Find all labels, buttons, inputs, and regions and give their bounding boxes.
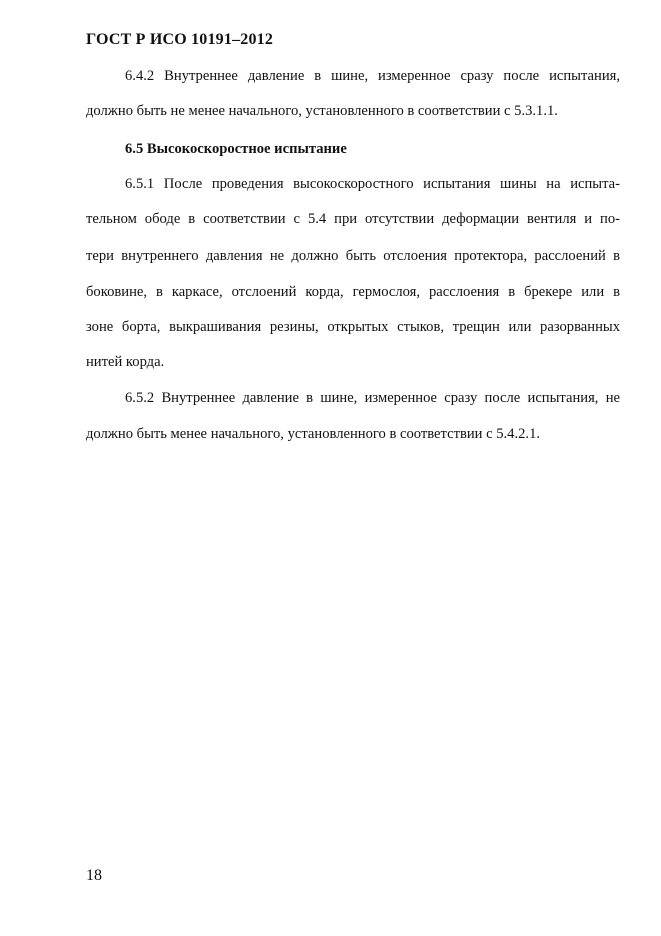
paragraph-line: 6.5.2 Внутреннее давление в шине, измеренное сразу после испытания, не xyxy=(125,390,620,406)
paragraph-line: тельном ободе в соответствии с 5.4 при отсутствии деформации вентиля и по- xyxy=(86,211,620,227)
paragraph-line: нитей корда. xyxy=(86,354,165,370)
paragraph-line: 6.4.2 Внутреннее давление в шине, измеренное сразу после испытания, xyxy=(125,68,620,84)
paragraph-line: 6.5.1 После проведения высокоскоростного испытания шины на испыта- xyxy=(125,176,620,192)
paragraph-line: должно быть менее начального, установленного в соответствии с 5.4.2.1. xyxy=(86,426,541,442)
paragraph-line: зоне борта, выкрашивания резины, открытых стыков, трещин или разорванных xyxy=(86,319,620,335)
document-header: ГОСТ Р ИСО 10191–2012 xyxy=(86,31,274,48)
paragraph-line: боковине, в каркасе, отслоений корда, гермослоя, расслоения в брекере или в xyxy=(86,284,620,300)
page-number: 18 xyxy=(86,867,102,884)
paragraph-line: должно быть не менее начального, установленного в соответствии с 5.3.1.1. xyxy=(86,103,558,119)
paragraph-line: тери внутреннего давления не должно быть отслоения протектора, расслоений в xyxy=(86,248,620,264)
section-heading-6-5: 6.5 Высокоскоростное испытание xyxy=(125,141,347,157)
